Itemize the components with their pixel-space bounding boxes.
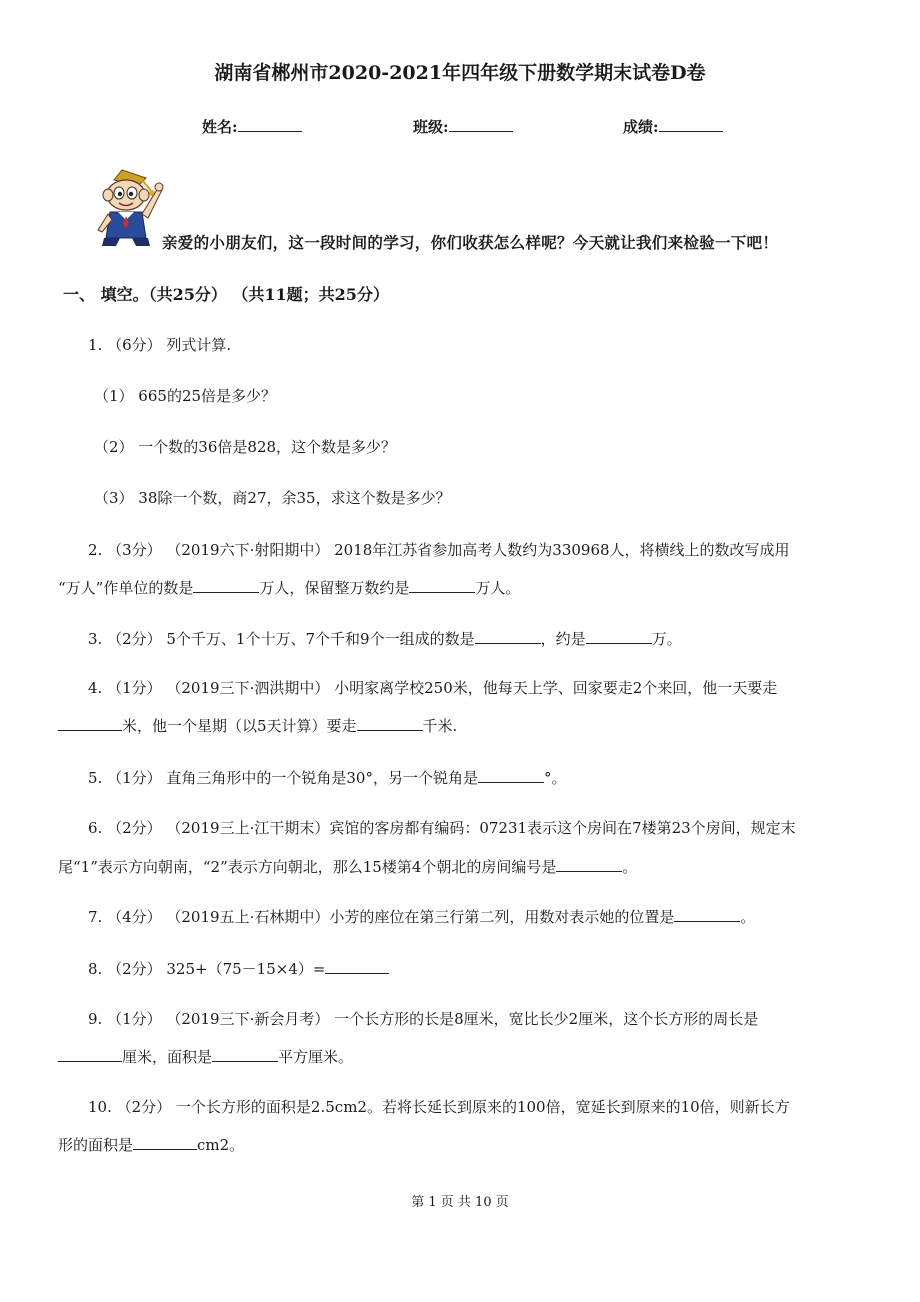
question-10-line-1: 10. （2分） 一个长方形的面积是2.5cm2。若将长延长到原来的100倍，宽延长到原来的10倍，则新长方: [88, 1098, 790, 1116]
score-field: [623, 115, 723, 137]
question-1-part-1: （1） 665的25倍是多少？: [94, 387, 277, 405]
answer-blank[interactable]: [409, 576, 475, 593]
question-2-text-a: “万人”作单位的数是: [58, 579, 194, 597]
question-7: [88, 905, 755, 927]
answer-blank[interactable]: [475, 627, 541, 644]
question-10-text-b: cm2。: [197, 1136, 245, 1154]
question-8-text: 8. （2分） 325+（75－15×4）=: [88, 960, 326, 978]
answer-blank[interactable]: [133, 1133, 197, 1150]
question-6-line-1: 6. （2分） （2019三上·江干期末）宾馆的客房都有编码：07231表示这个房间在7楼第23个房间，规定末: [88, 819, 796, 837]
question-3-text-a: 3. （2分） 5个千万、1个十万、7个千和9个一组成的数是: [88, 630, 475, 648]
question-8: [88, 957, 389, 979]
mascot-image: [92, 168, 166, 248]
question-1-part-2: （2） 一个数的36倍是828，这个数是多少？: [94, 438, 397, 456]
page-title: 湖南省郴州市2020-2021年四年级下册数学期末试卷D卷: [214, 62, 706, 84]
section-heading: 一、 填空。（共25分） （共11题；共25分）: [63, 285, 389, 304]
question-4-text-a: 米，他一个星期（以5天计算）要走: [122, 717, 357, 735]
question-10-text-a: 形的面积是: [58, 1136, 134, 1154]
question-6-line-2: [58, 855, 637, 877]
question-4-line-1: 4. （1分） （2019三下·泗洪期中） 小明家离学校250米，他每天上学、回家要走2个来回，他一天要走: [88, 679, 778, 697]
question-5-text-b: °。: [543, 769, 567, 787]
greeting-text: 亲爱的小朋友们，这一段时间的学习，你们收获怎么样呢？今天就让我们来检验一下吧！: [162, 233, 779, 252]
question-2-line-2: [58, 576, 520, 598]
score-blank[interactable]: [659, 115, 723, 132]
question-3-text-b: ，约是: [540, 630, 586, 648]
question-7-text-a: 7. （4分） （2019五上·石林期中）小芳的座位在第三行第二列，用数对表示她的位置是: [88, 908, 675, 926]
question-9-text-a: 厘米，面积是: [122, 1048, 213, 1066]
question-6-text-b: 。: [622, 858, 638, 876]
score-label: 成绩:: [623, 118, 659, 136]
question-4-text-b: 千米.: [422, 717, 458, 735]
question-9-line-2: [58, 1045, 353, 1067]
answer-blank[interactable]: [586, 627, 652, 644]
question-6-text-a: 尾“1”表示方向朝南，“2”表示方向朝北，那么15楼第4个朝北的房间编号是: [58, 858, 557, 876]
name-label: 姓名:: [202, 118, 238, 136]
question-3: [88, 627, 682, 649]
class-blank[interactable]: [449, 115, 513, 132]
question-2-text-b: 万人，保留整万数约是: [259, 579, 410, 597]
question-3-text-c: 万。: [651, 630, 682, 648]
answer-blank[interactable]: [556, 855, 622, 872]
answer-blank[interactable]: [674, 905, 740, 922]
answer-blank[interactable]: [193, 576, 259, 593]
question-4-line-2: [58, 714, 457, 736]
class-field: [413, 115, 513, 137]
name-field: [202, 115, 302, 137]
question-5: [88, 766, 567, 788]
question-1: 1. （6分） 列式计算.: [88, 336, 232, 354]
answer-blank[interactable]: [212, 1045, 278, 1062]
name-blank[interactable]: [238, 115, 302, 132]
question-2-line-1: 2. （3分） （2019六下·射阳期中） 2018年江苏省参加高考人数约为330968人，将横线上的数改写成用: [88, 541, 790, 559]
question-10-line-2: [58, 1133, 244, 1155]
answer-blank[interactable]: [325, 957, 389, 974]
answer-blank[interactable]: [58, 714, 122, 731]
question-9-line-1: 9. （1分） （2019三下·新会月考） 一个长方形的长是8厘米，宽比长少2厘米，这个长方形的周长是: [88, 1010, 759, 1028]
page-footer: 第 1 页 共 10 页: [411, 1195, 509, 1210]
answer-blank[interactable]: [478, 766, 544, 783]
question-7-text-b: 。: [740, 908, 756, 926]
question-2-text-c: 万人。: [475, 579, 521, 597]
class-label: 班级:: [413, 118, 449, 136]
answer-blank[interactable]: [357, 714, 423, 731]
answer-blank[interactable]: [58, 1045, 122, 1062]
question-5-text-a: 5. （1分） 直角三角形中的一个锐角是30°，另一个锐角是: [88, 769, 478, 787]
question-1-part-3: （3） 38除一个数，商27，余35，求这个数是多少？: [94, 489, 451, 507]
question-9-text-b: 平方厘米。: [278, 1048, 354, 1066]
